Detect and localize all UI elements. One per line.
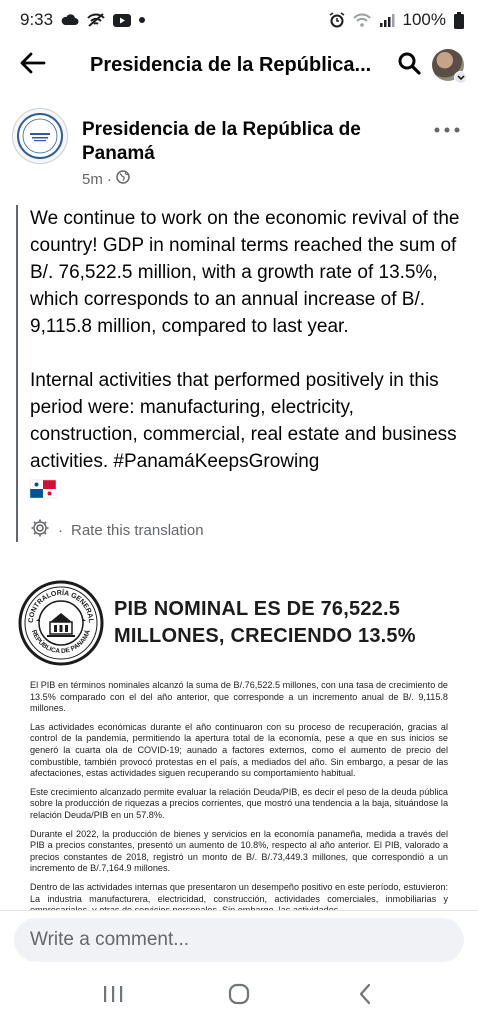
back-button[interactable] (16, 48, 50, 82)
infographic-title-line-1: PIB NOMINAL ES DE 76,522.5 (114, 598, 401, 620)
wifi-off-icon (87, 13, 105, 27)
comment-input[interactable] (14, 918, 464, 962)
infographic-title-line-2: MILLONES, CRECIENDO 13.5% (114, 625, 416, 647)
infographic-paragraph: Este crecimiento alcanzado permite evaluar la relación Deuda/PIB, es decir el peso de la deuda pública sobre la producción de riquezas a precios corrientes, que mostró una tendencia a la baja, situándose la relación Deuda/PIB en un 57.8%. (30, 786, 448, 820)
infographic-paragraph: Durante el 2022, la producción de bienes y servicios en la economía panameña, medida a través del PIB a precios constantes, presentó un aumento de 10.8%, respecto al año anterior. El PIB, valorado a precios constantes de 2018, registró un monto de B/. B/.73,449.3 millones, que correspondió a un incremento de B/.7,164.9 millones. (30, 828, 448, 874)
home-button[interactable] (209, 976, 269, 1016)
seal-text-top: CONTRALORÍA GENERAL (27, 589, 95, 624)
battery-icon (454, 12, 464, 29)
post-header (12, 108, 466, 188)
header-title: Presidencia de la República... (90, 53, 372, 76)
page-avatar[interactable] (12, 108, 68, 164)
app-header (0, 40, 478, 90)
infographic-body (0, 666, 478, 917)
meta-separator: · (106, 170, 112, 188)
recent-apps-button[interactable] (83, 976, 143, 1016)
post-time[interactable]: 5m (82, 170, 103, 188)
battery-percent: 100% (402, 10, 446, 29)
more-options-button[interactable] (434, 116, 460, 139)
post-body (16, 205, 462, 542)
home-icon (228, 983, 250, 1010)
post-text (30, 205, 462, 506)
contraloria-seal (18, 580, 104, 666)
rate-translation-link[interactable]: Rate this translation (71, 521, 204, 539)
post-paragraph-1: We continue to work on the economic revival of the country! GDP in nominal terms reached the sum of B/. 76,522.5 million, with a growth rate of 13.5%, which corresponds to an annual increase of B/. 9,115.8 million, compared to last year. (30, 208, 460, 337)
back-icon (358, 983, 372, 1010)
arrow-left-icon (20, 52, 46, 79)
cloud-icon (61, 14, 79, 26)
search-icon (397, 51, 421, 80)
seal-text-bottom: REPÚBLICA DE PANAMÁ (30, 629, 92, 656)
globe-icon (116, 170, 130, 188)
search-button[interactable] (392, 48, 426, 82)
chevron-down-icon (454, 71, 467, 84)
page-name[interactable]: Presidencia de la República de Panamá (82, 119, 361, 164)
infographic-paragraph: El PIB en términos nominales alcanzó la suma de B/.76,522.5 millones, con una tasa de crecimiento de 13.5% comparado con el del año anterior, que corresponde a un incremento anual de B/. 9,115.8 millones. (30, 680, 448, 714)
recent-apps-icon (102, 984, 124, 1009)
youtube-icon (113, 14, 131, 27)
comment-bar (0, 910, 478, 968)
alarm-icon (329, 12, 345, 28)
post-image[interactable] (0, 572, 478, 910)
infographic-paragraph: Dentro de las actividades internas que presentaron un desempeño positivo en este período, estuvieron: La industria manufacturera, electricidad, construcción, actividades comerciales, inmobiliarias y (30, 881, 448, 904)
post-paragraph-2: Internal activities that performed positively in this period were: manufacturing, electricity, construction, commercial, real estate and business activities. #PanamáKeepsGrowing (30, 370, 457, 472)
translation-row (30, 518, 462, 542)
post-meta (82, 170, 392, 188)
profile-avatar[interactable] (432, 49, 464, 81)
panama-flag-icon (30, 479, 56, 506)
infographic-paragraph: Las actividades económicas durante el año continuaron con su proceso de recuperación, gracias al control de la pandemia, permitiendo la apertura total de la economía, pese a que en sus inicios se generó la cuarta ola de COVID-19; aunado a factores externos, como el aumento de precio del combustible, también provocó protestas en el país, a mediados del año. Sin embargo, a pesar de las afectaciones, estas actividades siguen recuperando su comportamiento habitual. (30, 721, 448, 779)
status-time: 9:33 (20, 10, 54, 29)
system-back-button[interactable] (335, 976, 395, 1016)
status-bar (0, 0, 478, 40)
dot-icon (139, 17, 145, 23)
system-nav-bar (0, 968, 478, 1024)
translation-separator: · (58, 521, 63, 539)
gear-icon[interactable] (30, 518, 50, 542)
wifi-icon (353, 13, 371, 27)
signal-icon (379, 13, 395, 27)
